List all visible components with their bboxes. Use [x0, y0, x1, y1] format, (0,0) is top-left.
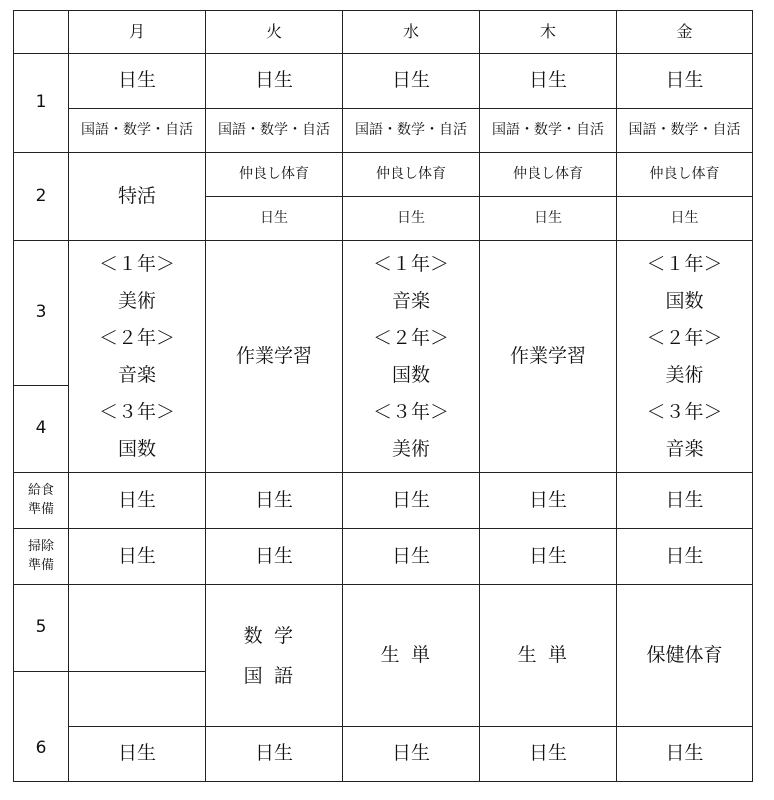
p34-mon-line: ＜２年＞ [98, 326, 175, 349]
p2-tue-pe: 仲良し体育 [206, 153, 343, 197]
day-header-mon: 月 [69, 11, 206, 54]
p6-mon-nissei: 日生 [69, 727, 206, 782]
p34-fri-line: 国数 [665, 289, 704, 312]
lunch-prep-line: 準備 [27, 501, 54, 517]
lunch-wed-nissei: 日生 [343, 473, 480, 529]
day-header-tue: 火 [206, 11, 343, 54]
clean-tue-nissei: 日生 [206, 529, 343, 585]
cleaning-prep-label [14, 529, 69, 585]
p34-fri-line: ＜３年＞ [646, 400, 723, 423]
p5-mon-empty [69, 585, 206, 672]
lunch-prep-label [14, 473, 69, 529]
p6-fri-nissei: 日生 [617, 727, 753, 782]
clean-fri-nissei: 日生 [617, 529, 753, 585]
p56-fri-health-pe: 保健体育 [617, 585, 753, 727]
p2-fri-nissei: 日生 [617, 197, 753, 241]
p56-tue-line: 国語 [243, 664, 305, 687]
p56-wed-seitan: 生単 [343, 585, 480, 727]
p1-fri-subjects: 国語・数学・自活 [617, 109, 753, 153]
p56-tue-line: 数学 [243, 624, 305, 647]
p34-wed-line: ＜３年＞ [372, 400, 449, 423]
p1-mon-nissei: 日生 [69, 54, 206, 109]
period-4-label: 4 [14, 386, 69, 473]
corner-cell [14, 11, 69, 54]
clean-wed-nissei: 日生 [343, 529, 480, 585]
p34-wed-line: 美術 [391, 437, 430, 460]
p6-mon-empty [69, 672, 206, 727]
period-1-label: 1 [14, 54, 69, 153]
p1-thu-nissei: 日生 [480, 54, 617, 109]
p2-wed-pe: 仲良し体育 [343, 153, 480, 197]
period-2-label: 2 [14, 153, 69, 241]
p34-fri-line: 音楽 [665, 437, 704, 460]
p1-tue-nissei: 日生 [206, 54, 343, 109]
p34-fri-block [617, 241, 753, 473]
p2-thu-pe: 仲良し体育 [480, 153, 617, 197]
p1-wed-subjects: 国語・数学・自活 [343, 109, 480, 153]
p2-tue-nissei: 日生 [206, 197, 343, 241]
p6-tue-nissei: 日生 [206, 727, 343, 782]
timetable [13, 10, 753, 782]
lunch-tue-nissei: 日生 [206, 473, 343, 529]
p34-fri-line: 美術 [665, 363, 704, 386]
p34-wed-block [343, 241, 480, 473]
p2-wed-nissei: 日生 [343, 197, 480, 241]
p34-mon-line: 国数 [117, 437, 156, 460]
day-header-fri: 金 [617, 11, 753, 54]
p34-wed-line: ＜２年＞ [372, 326, 449, 349]
p34-mon-line: ＜３年＞ [98, 400, 175, 423]
p34-tue-work: 作業学習 [206, 241, 343, 473]
lunch-mon-nissei: 日生 [69, 473, 206, 529]
lunch-prep-line: 給食 [27, 482, 54, 498]
p6-wed-nissei: 日生 [343, 727, 480, 782]
clean-mon-nissei: 日生 [69, 529, 206, 585]
cleaning-prep-line: 準備 [27, 557, 54, 573]
p34-thu-work: 作業学習 [480, 241, 617, 473]
period-3-label: 3 [14, 241, 69, 386]
period-5-label: 5 [14, 585, 69, 672]
p2-mon-tokkatsu: 特活 [69, 153, 206, 241]
cleaning-prep-line: 掃除 [27, 538, 54, 554]
p1-thu-subjects: 国語・数学・自活 [480, 109, 617, 153]
p34-mon-line: ＜１年＞ [98, 252, 175, 275]
p34-wed-line: ＜１年＞ [372, 252, 449, 275]
clean-thu-nissei: 日生 [480, 529, 617, 585]
p6-thu-nissei: 日生 [480, 727, 617, 782]
day-header-wed: 水 [343, 11, 480, 54]
p34-mon-line: 美術 [117, 289, 156, 312]
p34-fri-line: ＜１年＞ [646, 252, 723, 275]
p34-wed-line: 国数 [391, 363, 430, 386]
lunch-fri-nissei: 日生 [617, 473, 753, 529]
p34-fri-line: ＜２年＞ [646, 326, 723, 349]
p1-tue-subjects: 国語・数学・自活 [206, 109, 343, 153]
day-header-thu: 木 [480, 11, 617, 54]
period-6-label: 6 [14, 672, 69, 782]
p2-fri-pe: 仲良し体育 [617, 153, 753, 197]
p56-thu-seitan: 生単 [480, 585, 617, 727]
p34-wed-line: 音楽 [391, 289, 430, 312]
p56-tue-block [206, 585, 343, 727]
p1-mon-subjects: 国語・数学・自活 [69, 109, 206, 153]
p1-fri-nissei: 日生 [617, 54, 753, 109]
p34-mon-line: 音楽 [117, 363, 156, 386]
p1-wed-nissei: 日生 [343, 54, 480, 109]
p34-mon-block [69, 241, 206, 473]
lunch-thu-nissei: 日生 [480, 473, 617, 529]
p2-thu-nissei: 日生 [480, 197, 617, 241]
